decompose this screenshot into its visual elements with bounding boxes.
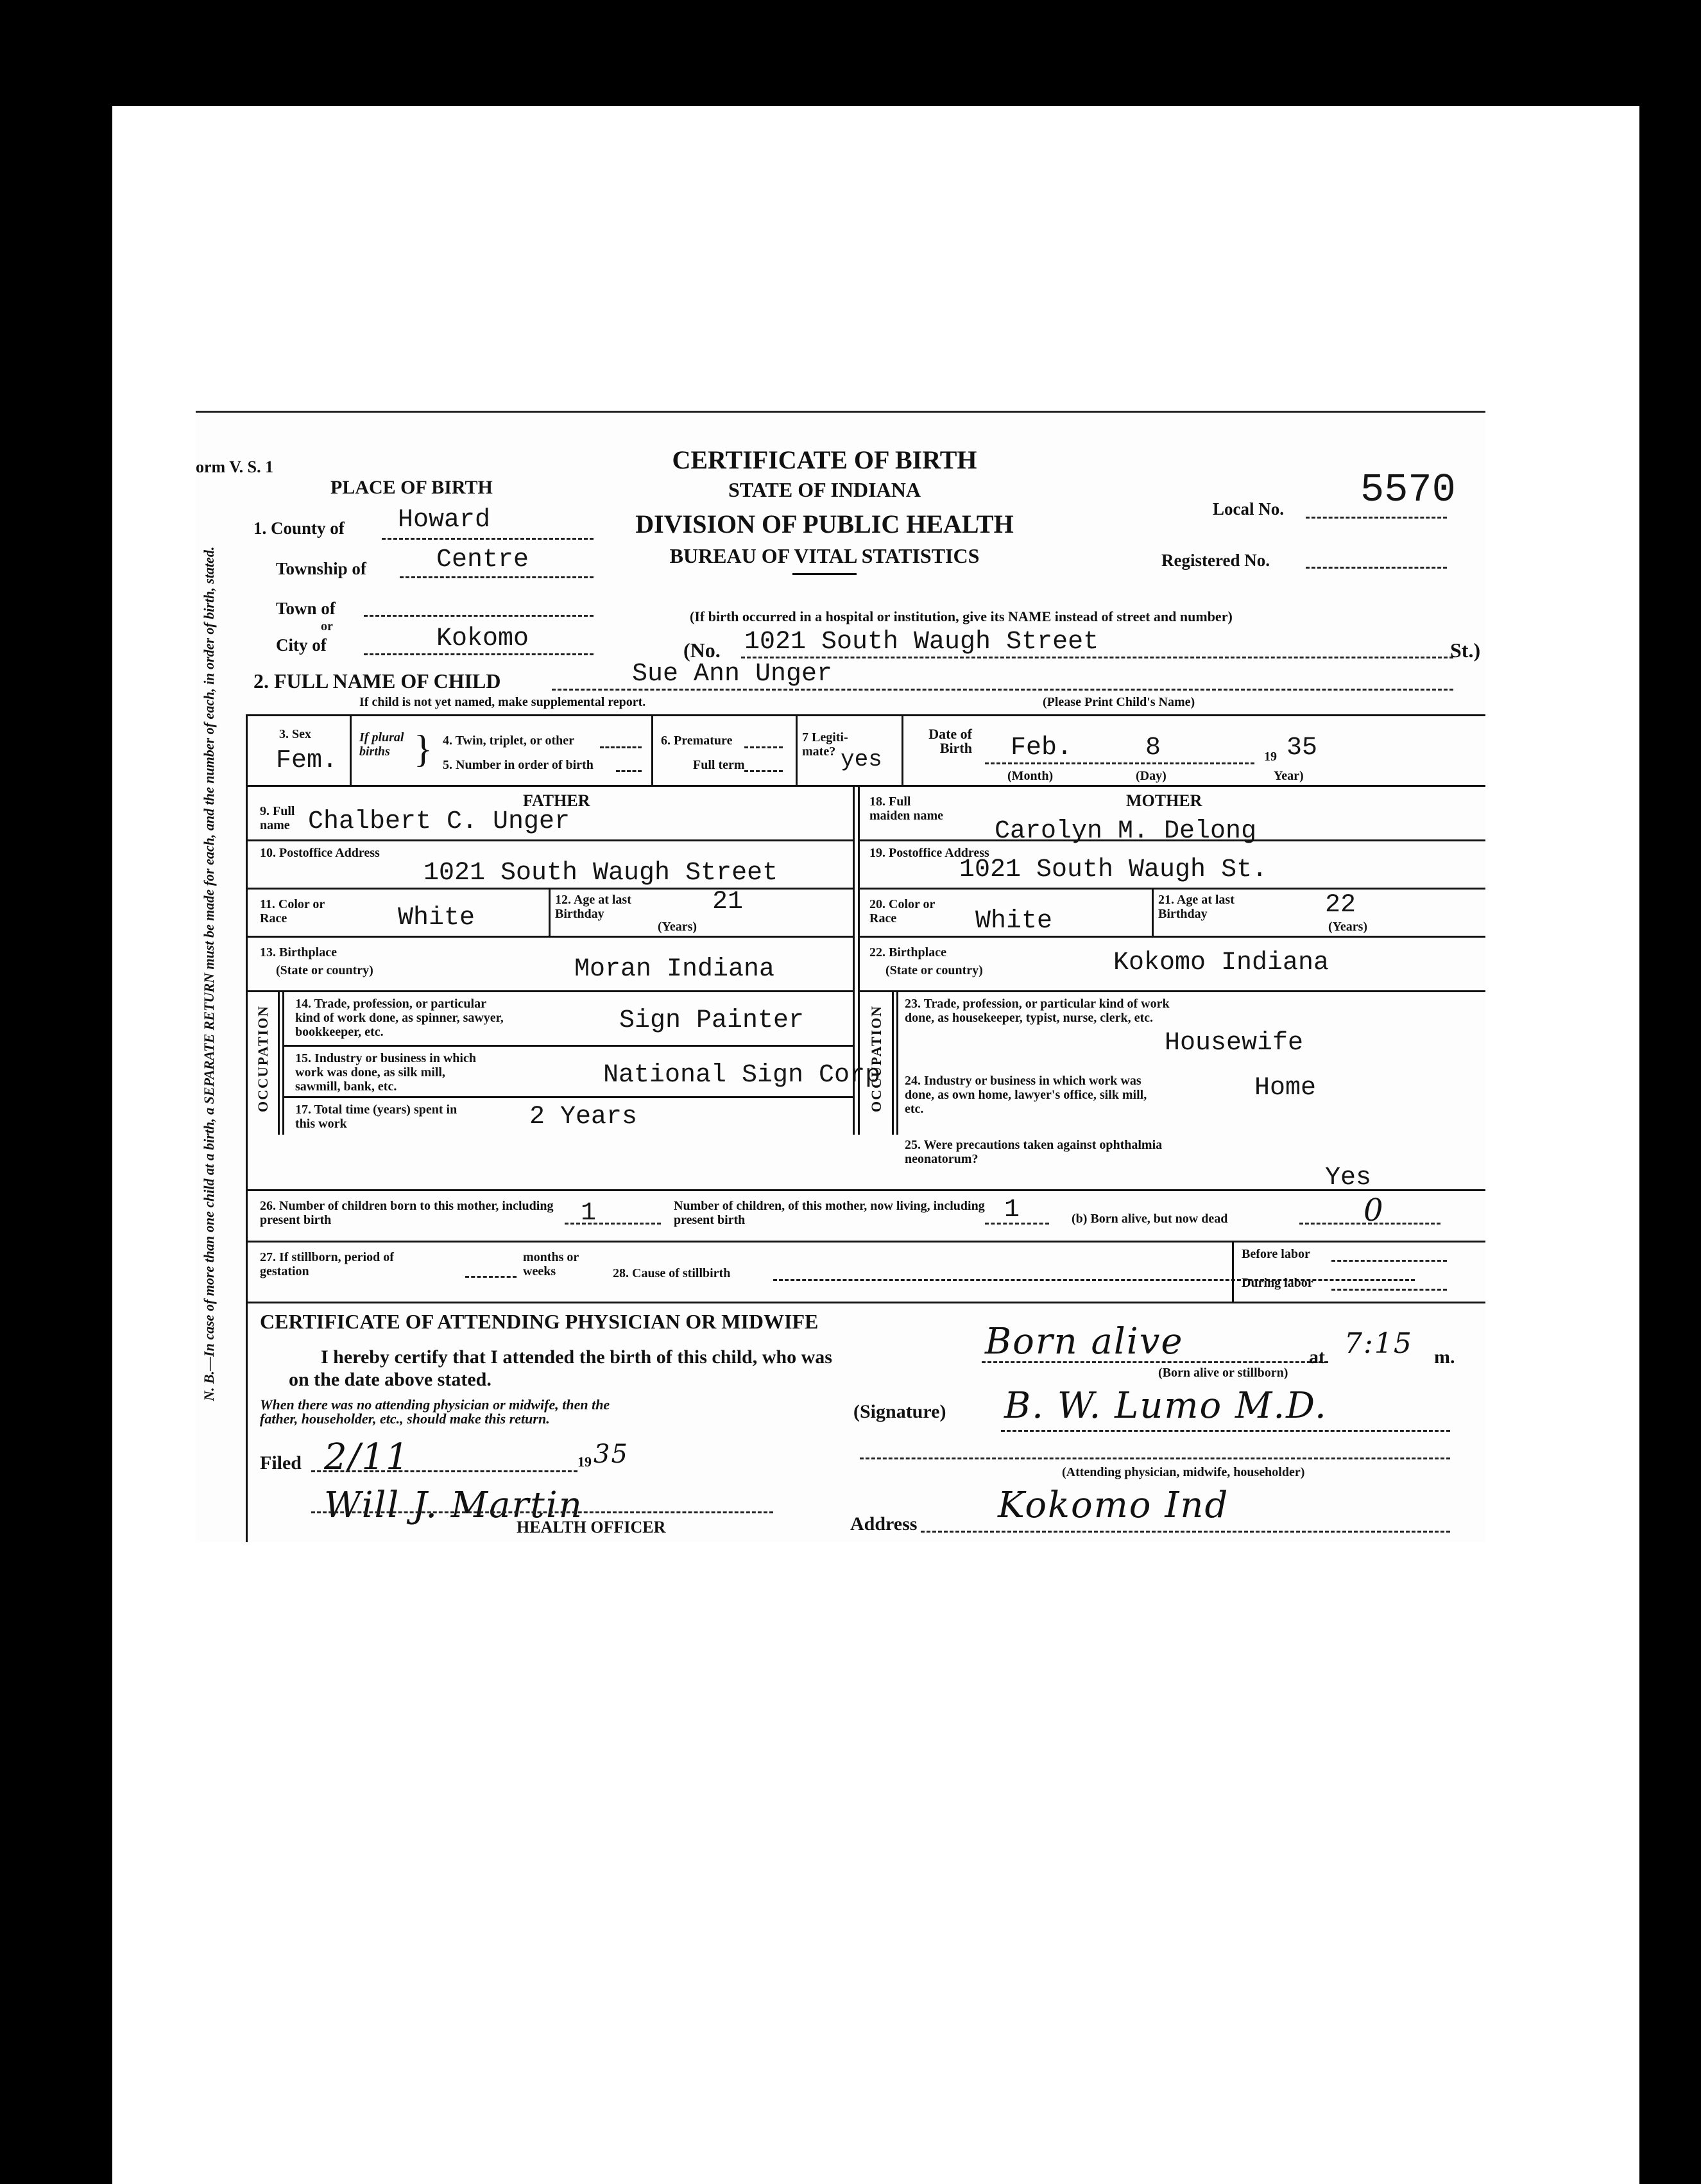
children-dead-label: (b) Born alive, but now dead — [1072, 1212, 1228, 1226]
father-address: 1021 South Waugh Street — [423, 859, 778, 888]
twin-label: 4. Twin, triplet, or other — [443, 734, 574, 748]
children-born-label: 26. Number of children born to this mother, including present birth — [260, 1199, 554, 1227]
date-stated: on the date above stated. — [289, 1369, 491, 1390]
father-trade: Sign Painter — [619, 1006, 805, 1035]
child-name-label: 2. FULL NAME OF CHILD — [253, 669, 501, 692]
order-label: 5. Number in order of birth — [443, 758, 594, 772]
physician-signature: B. W. Lumo M.D. — [1004, 1385, 1328, 1427]
mother-precaution-label: 25. Were precautions taken against ophthalmia neonatorum? — [905, 1138, 1163, 1166]
birth-month: Feb. — [1011, 734, 1073, 762]
form-code: orm V. S. 1 — [196, 458, 274, 476]
mother-address-label: 19. Postoffice Address — [869, 846, 989, 860]
plural-label: If plural births — [359, 730, 404, 759]
when-note: When there was no attending physician or midwife, then the father, householder, etc., should make this return. — [260, 1397, 610, 1427]
certificate-title: CERTIFICATE OF BIRTH — [672, 445, 977, 474]
father-time: 2 Years — [529, 1103, 638, 1131]
birth-day: 8 — [1145, 734, 1161, 762]
alive-note: (Born alive or stillborn) — [1158, 1366, 1288, 1380]
father-industry-label: 15. Industry or business in which work was done, as silk mill, sawmill, bank, etc. — [295, 1051, 476, 1094]
cause-label: 28. Cause of stillbirth — [613, 1266, 731, 1280]
during-label: During labor — [1242, 1276, 1313, 1290]
mother-birthplace-label: 22. Birthplace — [869, 945, 946, 959]
mother-name: Carolyn M. Delong — [995, 817, 1257, 846]
before-label: Before labor — [1242, 1247, 1310, 1261]
father-name: Chalbert C. Unger — [308, 807, 570, 836]
children-living: 1 — [1004, 1196, 1020, 1225]
father-age: 21 — [712, 888, 744, 916]
mother-precaution: Yes — [1325, 1164, 1372, 1192]
children-dead: 0 — [1363, 1192, 1385, 1228]
physician-heading: CERTIFICATE OF ATTENDING PHYSICIAN OR MIDWIFE — [260, 1310, 819, 1333]
health-officer-signature: Will J. Martin — [324, 1484, 583, 1526]
father-birthplace: Moran Indiana — [574, 955, 775, 984]
father-time-label: 17. Total time (years) spent in this work — [295, 1103, 457, 1131]
place-heading: PLACE OF BIRTH — [330, 477, 493, 498]
mother-color: White — [975, 907, 1053, 936]
township-label: Township of — [276, 559, 366, 578]
town-label: Town of — [276, 599, 336, 618]
filed-year-prefix: 19 — [577, 1454, 592, 1470]
legit-label: 7 Legiti- mate? — [802, 730, 848, 759]
no-label: (No. — [683, 639, 721, 662]
children-living-label: Number of children, of this mother, now living, including present birth — [674, 1199, 985, 1227]
physician-address: Kokomo Ind — [998, 1484, 1229, 1526]
father-birthplace-label: 13. Birthplace — [260, 945, 337, 959]
father-color: White — [398, 904, 475, 933]
address-label: Address — [850, 1513, 918, 1535]
county-value: Howard — [398, 506, 491, 535]
attending-note: (Attending physician, midwife, householder) — [1062, 1465, 1305, 1479]
mother-trade-label: 23. Trade, profession, or particular kind of work done, as housekeeper, typist, nurse, clerk, etc. — [905, 997, 1170, 1025]
premature-label: 6. Premature — [661, 734, 733, 748]
township-value: Centre — [436, 546, 529, 574]
filed-year: 35 — [594, 1440, 629, 1469]
child-name-note: If child is not yet named, make supplemental report. — [359, 695, 646, 709]
mother-age-label: 21. Age at last Birthday — [1158, 893, 1235, 921]
year-label: Year) — [1274, 769, 1304, 783]
born-status: Born alive — [985, 1321, 1184, 1363]
months-weeks: months or weeks — [523, 1250, 579, 1278]
signature-label: (Signature) — [853, 1401, 946, 1422]
child-name: Sue Ann Unger — [632, 660, 833, 689]
mother-name-label: 18. Full maiden name — [869, 795, 943, 823]
mother-age: 22 — [1325, 891, 1356, 920]
father-industry: National Sign Corp — [603, 1061, 881, 1090]
father-color-label: 11. Color or Race — [260, 897, 325, 925]
mother-years-label: (Years) — [1328, 920, 1368, 934]
street-address: 1021 South Waugh Street — [744, 628, 1099, 657]
division-name: DIVISION OF PUBLIC HEALTH — [635, 510, 1014, 538]
m-label: m. — [1434, 1346, 1455, 1368]
print-note: (Please Print Child's Name) — [1043, 695, 1195, 709]
city-label: City of — [276, 635, 327, 655]
mother-trade: Housewife — [1165, 1029, 1304, 1058]
filed-label: Filed — [260, 1452, 302, 1474]
filed-date: 2/11 — [324, 1436, 410, 1478]
date-label: Date of Birth — [928, 726, 972, 756]
father-age-label: 12. Age at last Birthday — [555, 893, 631, 921]
year-prefix: 19 — [1264, 750, 1277, 764]
mother-birthplace-sub: (State or country) — [885, 963, 983, 977]
mother-industry: Home — [1254, 1074, 1317, 1103]
side-note: N. B.—In case of more than one child at a birth, a SEPARATE RETURN must be made for each, and the number of each, in order of birth, stated. — [201, 546, 217, 1401]
children-born: 1 — [581, 1199, 597, 1228]
legit-value: yes — [841, 746, 882, 773]
certify-text: I hereby certify that I attended the birth of this child, who was — [321, 1346, 832, 1368]
mother-industry-label: 24. Industry or business in which work was done, as own home, lawyer's office, silk mill, etc. — [905, 1074, 1147, 1116]
mother-birthplace: Kokomo Indiana — [1113, 949, 1329, 977]
father-birthplace-sub: (State or country) — [276, 963, 373, 977]
local-no-label: Local No. — [1213, 499, 1284, 519]
month-label: (Month) — [1007, 769, 1054, 783]
or-label: or — [321, 619, 333, 633]
bureau-name: BUREAU OF VITAL STATISTICS — [669, 544, 980, 567]
brace: } — [414, 728, 432, 770]
mother-color-label: 20. Color or Race — [869, 897, 936, 925]
sex-label: 3. Sex — [279, 727, 311, 741]
mother-address: 1021 South Waugh St. — [959, 856, 1268, 884]
father-name-label: 9. Full name — [260, 804, 295, 832]
father-years-label: (Years) — [658, 920, 697, 934]
day-label: (Day) — [1136, 769, 1167, 783]
st-label: St.) — [1450, 639, 1481, 662]
stillborn-label: 27. If stillborn, period of gestation — [260, 1250, 394, 1278]
birth-year: 35 — [1286, 734, 1318, 762]
health-officer-label: HEALTH OFFICER — [517, 1518, 666, 1536]
fullterm-label: Full term — [693, 758, 745, 772]
birth-certificate — [196, 411, 1485, 1542]
father-heading: FATHER — [523, 791, 590, 810]
father-occupation-label: OCCUPATION — [255, 1004, 271, 1112]
mother-occupation-label: OCCUPATION — [868, 1004, 884, 1112]
state-name: STATE OF INDIANA — [728, 478, 921, 501]
birth-time: 7:15 — [1344, 1327, 1413, 1360]
father-trade-label: 14. Trade, profession, or particular kind of work done, as spinner, sawyer, bookkeeper, etc. — [295, 997, 504, 1039]
registered-no-label: Registered No. — [1161, 551, 1270, 570]
mother-heading: MOTHER — [1126, 791, 1202, 810]
county-label: 1. County of — [253, 519, 345, 538]
at-label: at — [1309, 1346, 1325, 1368]
institution-note: (If birth occurred in a hospital or institution, give its NAME instead of street and number) — [690, 608, 1233, 624]
city-value: Kokomo — [436, 624, 529, 653]
sex-value: Fem. — [276, 746, 338, 775]
father-address-label: 10. Postoffice Address — [260, 846, 380, 860]
local-no: 5570 — [1360, 467, 1456, 513]
